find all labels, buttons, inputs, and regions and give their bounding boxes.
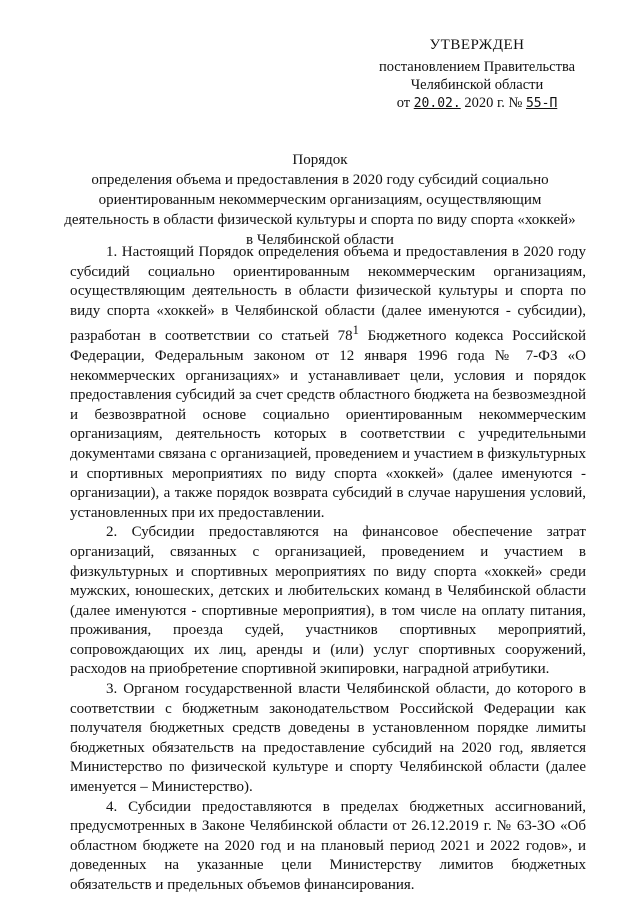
title-line-1: Порядок: [292, 152, 348, 168]
approval-date-value: 20.02.: [413, 96, 461, 111]
paragraph-1: [70, 243, 586, 523]
paragraph-1-part-b: Бюджетного кодекса Российской Федерации, Федеральным законом от 12 января 1996 года № 7-ФЗ «О некоммерческих организациях» и устанавливает цели, условия и порядок предоставления субсидий за счет средств областного бюджета на безвозмездной и безвозвратной основе социально ориентированным некоммерческим организациям, деятельность которых в соответствии с учредительными документами связана с организацией, проведением и участием в физкультурных и спортивных мероприятиях по виду спорта «хоккей» (далее именуются - организации), а также порядок возврата субсидий в случае нарушения условий, установленных при их предоставлении.: [70, 328, 587, 521]
paragraph-4: 4. Субсидии предоставляются в пределах бюджетных ассигнований, предусмотренных в Законе Челябинской области от 26.12.2019 г. № 63-ЗО «Об областном бюджете на 2020 год и на плановый период 2021 и 2022 годов», и доведенных на указанные цели Министерству лимитов бюджетных обязательств и предельных объемов финансирования.: [70, 798, 586, 893]
paragraph-3: 3. Органом государственной власти Челябинской области, до которого в соответствии с бюджетным законодательством Российской Федерации как получателя бюджетных средств доведены в установленном порядке лимиты бюджетных обязательств на предоставление субсидий на 2020 год, является Министерство по физической культуре и спорту Челябинской области (далее именуется – Министерство).: [70, 681, 586, 796]
document-body: [70, 243, 586, 896]
approval-line-resolution: постановлением Правительства: [378, 59, 576, 75]
document-title: [50, 150, 590, 250]
approval-number-value: 55-П: [525, 96, 558, 111]
article-superscript: 1: [352, 323, 359, 338]
title-line-2: определения объема и предоставления в 2020 году субсидий социально: [91, 172, 549, 188]
approval-line-region: Челябинской области: [410, 77, 544, 93]
approval-date-line: [372, 94, 582, 113]
approval-heading: УТВЕРЖДЕН: [429, 37, 525, 53]
title-line-5: в Челябинской области: [246, 232, 394, 248]
approval-date-suffix: 2020 г. №: [464, 95, 523, 111]
approval-stamp: [372, 36, 582, 113]
paragraph-2: 2. Субсидии предоставляются на финансовое обеспечение затрат организаций, связанных с организацией, проведением и участием в физкультурных и спортивных мероприятиях по виду спорта «хоккей» среди мужских, юношеских, детских и любительских команд в Челябинской области (далее именуются - спортивные мероприятия), в том числе на оплату питания, проживания, проезда судей, участников спортивных мероприятий, сопровождающих их лиц, аренды и (или) услуг спортивных сооружений, расходов на приобретение спортивной экипировки, наградной атрибутики.: [70, 524, 586, 678]
paragraph-1-part-a: 1. Настоящий Порядок определения объема и предоставления в 2020 году субсидий социально ориентированным некоммерческим организациям, осуществляющим деятельность в области физической культуры и спорта по виду спорта «хоккей» в Челябинской области (далее именуются - субсидии), разработан в соответствии со статьей 78: [70, 244, 586, 345]
title-line-4: деятельность в области физической культуры и спорта по виду спорта «хоккей»: [64, 212, 576, 228]
title-line-3: ориентированным некоммерческим организациям, осуществляющим: [98, 192, 542, 208]
approval-date-prefix: от: [396, 95, 411, 111]
